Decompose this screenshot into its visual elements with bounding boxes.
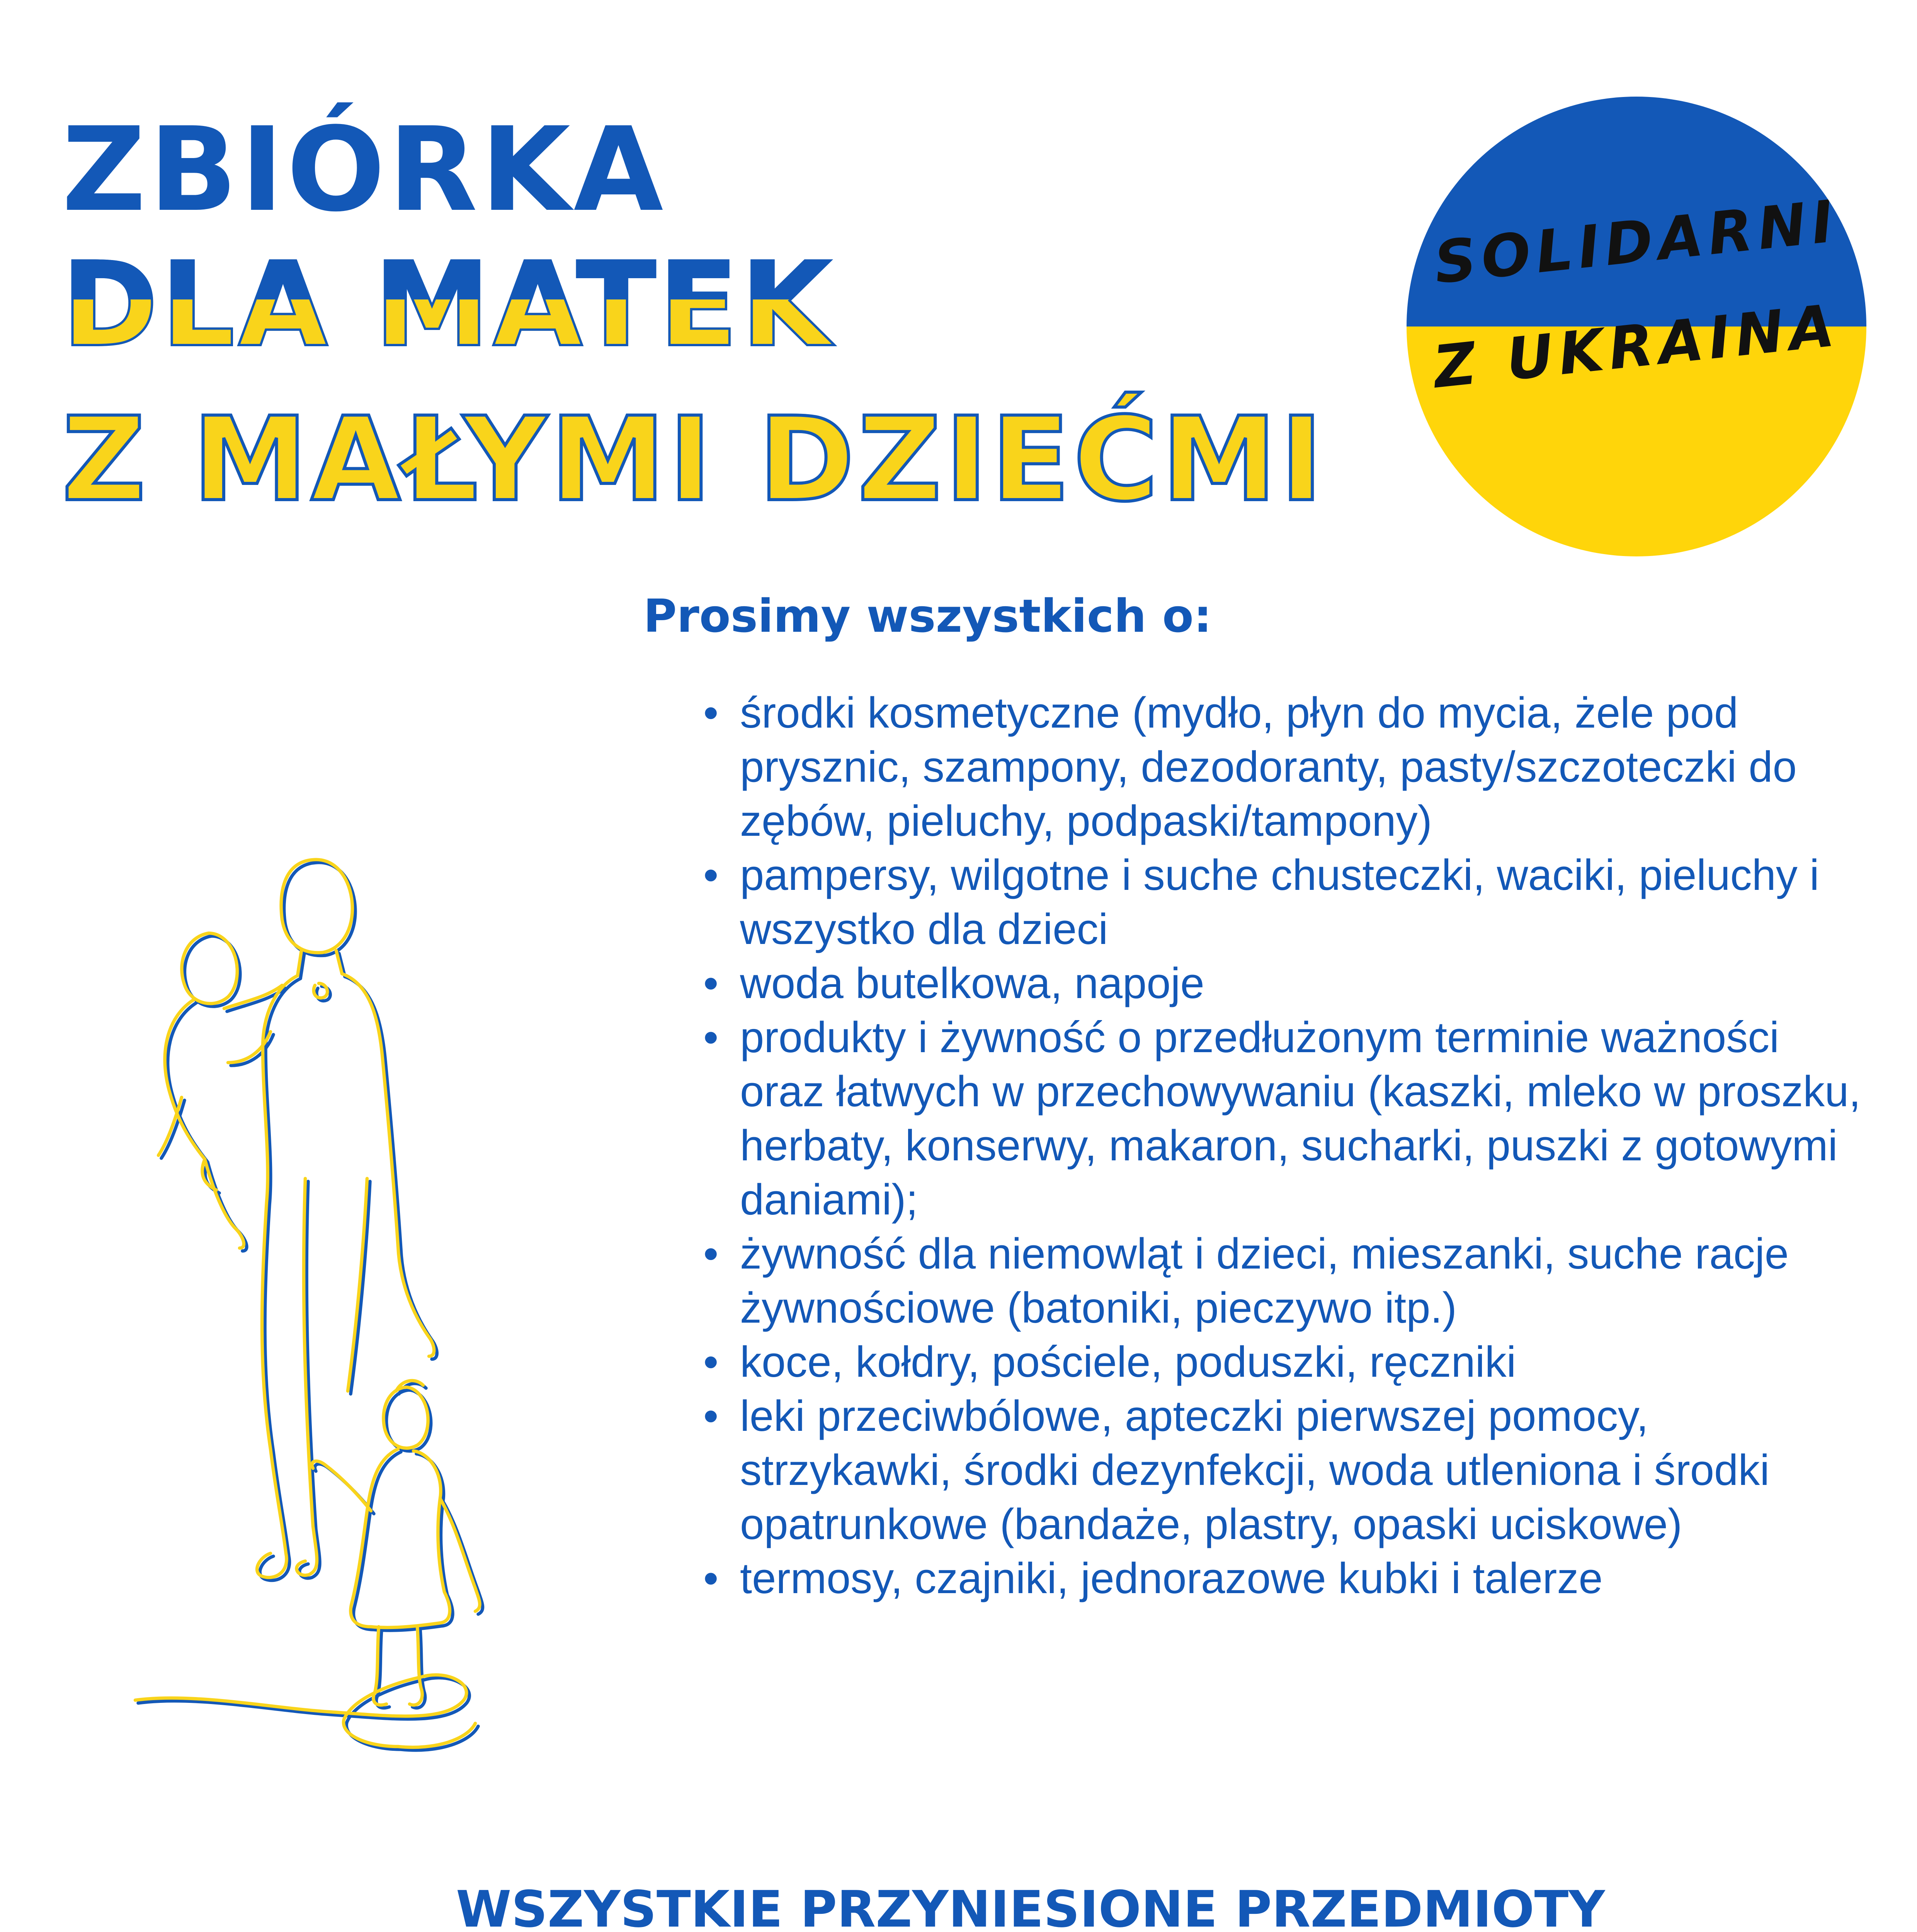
list-item: • termosy, czajniki, jednorazowe kubki i talerze: [703, 1551, 1863, 1605]
list-item: • koce, kołdry, pościele, poduszki, ręczniki: [703, 1335, 1863, 1389]
appeal-heading: Prosimy wszystkich o:: [643, 589, 1212, 643]
title-line-2: DLA MATEK: [62, 238, 834, 372]
title-line-1: ZBIÓRKA: [62, 102, 667, 237]
list-item: • woda butelkowa, napoje: [703, 956, 1863, 1010]
donation-items-list: [703, 686, 1863, 1605]
badge-line-2: Z UKRAINA: [1430, 292, 1843, 401]
list-item: • żywność dla niemowląt i dzieci, mieszanki, suche racje żywnościowe (batoniki, pieczywo itp.): [703, 1227, 1863, 1335]
title-line-3: Z MAŁYMI DZIEĆMI: [62, 392, 1326, 527]
badge-line-1: SOLIDARNI: [1431, 187, 1842, 297]
list-item: • środki kosmetyczne (mydło, płyn do mycia, żele pod prysznic, szampony, dezodoranty, pasty/szczoteczki do zębów, pieluchy, podpaski/tampony): [703, 686, 1863, 848]
solidarity-badge: [1407, 97, 1866, 556]
list-item: • leki przeciwbólowe, apteczki pierwszej pomocy, strzykawki, środki dezynfekcji, woda utleniona i środki opatrunkowe (bandaże, plastry, opaski uciskowe): [703, 1389, 1863, 1551]
mother-children-illustration: [97, 792, 676, 1758]
list-item: • pampersy, wilgotne i suche chusteczki, waciki, pieluchy i wszystko dla dzieci: [703, 848, 1863, 956]
list-item: • produkty i żywność o przedłużonym terminie ważności oraz łatwych w przechowywaniu (kaszki, mleko w proszku, herbaty, konserwy, makaron, sucharki, puszki z gotowymi daniami);: [703, 1010, 1863, 1227]
notice-line-1: WSZYSTKIE PRZYNIESIONE PRZEDMIOTY: [456, 1880, 1605, 1932]
